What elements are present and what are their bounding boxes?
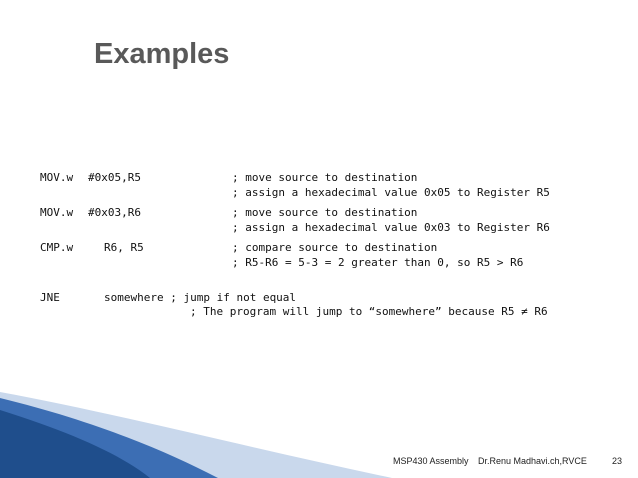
footer-course: MSP430 Assembly — [393, 456, 469, 466]
operand: R6, R5 — [104, 241, 144, 254]
comment: ; move source to destination — [232, 206, 418, 219]
comment: ; R5-R6 = 5-3 = 2 greater than 0, so R5 > R6 — [232, 256, 524, 269]
page-number: 23 — [612, 456, 623, 466]
instruction: JNE — [40, 291, 60, 304]
instruction: CMP.w — [40, 241, 74, 254]
operand: #0x05,R5 — [88, 171, 141, 184]
operand: #0x03,R6 — [88, 206, 141, 219]
instruction: MOV.w — [40, 171, 74, 184]
comment: ; move source to destination — [232, 171, 418, 184]
operand: somewhere ; jump if not equal — [104, 291, 297, 304]
comment: ; The program will jump to “somewhere” because R5 ≠ R6 — [190, 305, 548, 318]
comment: ; compare source to destination — [232, 241, 438, 254]
slide-title: Examples — [94, 38, 230, 70]
comment: ; assign a hexadecimal value 0x03 to Register R6 — [232, 221, 550, 234]
comment: ; assign a hexadecimal value 0x05 to Register R5 — [232, 186, 550, 199]
instruction: MOV.w — [40, 206, 74, 219]
footer-author: Dr.Renu Madhavi.ch,RVCE — [478, 456, 587, 466]
